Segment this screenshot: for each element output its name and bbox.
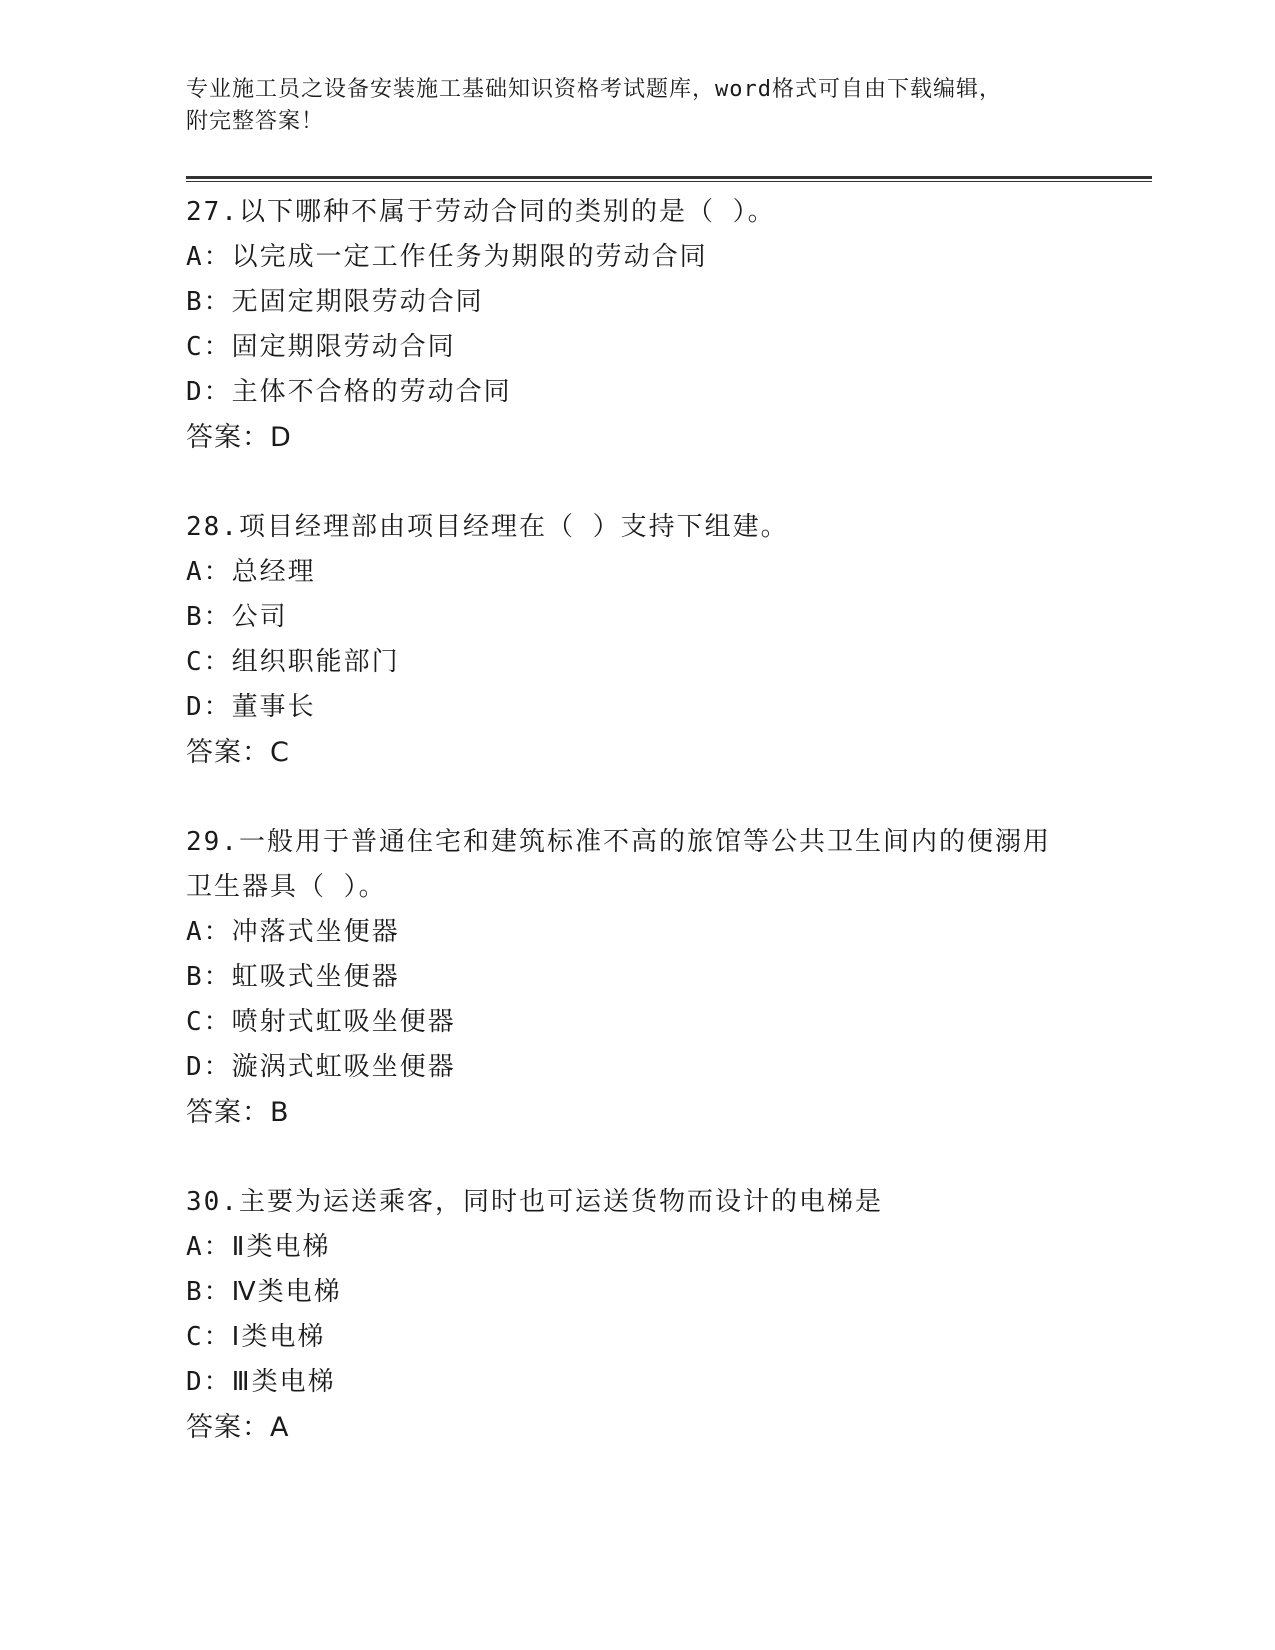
question-stem: 29.一般用于普通住宅和建筑标准不高的旅馆等公共卫生间内的便溺用卫生器具（ ）。 bbox=[186, 827, 1051, 902]
question-28 bbox=[186, 505, 1152, 775]
option-b: B：Ⅳ类电梯 bbox=[186, 1277, 342, 1307]
option-a: A：总经理 bbox=[186, 557, 316, 587]
header-line-2: 附完整答案！ bbox=[186, 109, 325, 134]
option-c: C：Ⅰ类电梯 bbox=[186, 1322, 326, 1352]
question-stem: 27.以下哪种不属于劳动合同的类别的是（ ）。 bbox=[186, 197, 776, 227]
document-page bbox=[186, 74, 1152, 1495]
option-b: B：虹吸式坐便器 bbox=[186, 962, 400, 992]
option-a: A：以完成一定工作任务为期限的劳动合同 bbox=[186, 242, 708, 272]
answer-line: 答案：D bbox=[186, 422, 292, 453]
question-29 bbox=[186, 820, 1152, 1135]
header-line-1: 专业施工员之设备安装施工基础知识资格考试题库，word格式可自由下载编辑， bbox=[186, 77, 1002, 102]
option-b: B：无固定期限劳动合同 bbox=[186, 287, 484, 317]
answer-line: 答案：B bbox=[186, 1097, 290, 1128]
header-divider bbox=[186, 176, 1152, 179]
question-27 bbox=[186, 190, 1152, 460]
answer-line: 答案：A bbox=[186, 1412, 290, 1443]
question-stem: 30.主要为运送乘客，同时也可运送货物而设计的电梯是 bbox=[186, 1187, 883, 1217]
document-header bbox=[186, 74, 1152, 138]
option-c: C：固定期限劳动合同 bbox=[186, 332, 456, 362]
option-c: C：喷射式虹吸坐便器 bbox=[186, 1007, 456, 1037]
option-a: A：冲落式坐便器 bbox=[186, 917, 400, 947]
question-stem: 28.项目经理部由项目经理在（ ）支持下组建。 bbox=[186, 512, 789, 542]
option-b: B：公司 bbox=[186, 602, 288, 632]
option-c: C：组织职能部门 bbox=[186, 647, 400, 677]
question-list bbox=[186, 190, 1152, 1450]
option-d: D：漩涡式虹吸坐便器 bbox=[186, 1052, 456, 1082]
option-a: A：Ⅱ类电梯 bbox=[186, 1232, 331, 1262]
option-d: D：Ⅲ类电梯 bbox=[186, 1367, 336, 1397]
option-d: D：主体不合格的劳动合同 bbox=[186, 377, 512, 407]
question-30 bbox=[186, 1180, 1152, 1450]
answer-line: 答案：C bbox=[186, 737, 290, 768]
option-d: D：董事长 bbox=[186, 692, 316, 722]
